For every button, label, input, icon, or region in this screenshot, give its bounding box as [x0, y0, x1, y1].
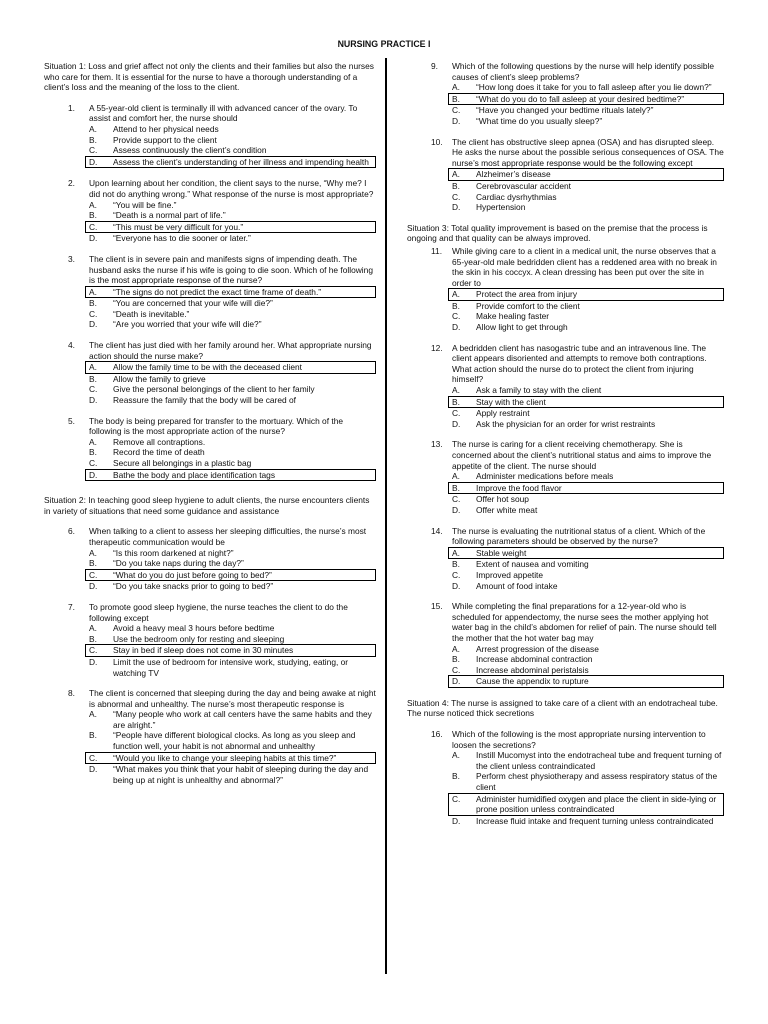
question-number: 7. — [68, 601, 75, 612]
question-number: 9. — [431, 61, 438, 71]
option-letter: D. — [89, 656, 98, 667]
option-text: Assess the client’s understanding of her illness and impending health — [113, 156, 369, 167]
option-letter: D. — [452, 418, 461, 429]
situation-1: Situation 1: Loss and grief affect not only the clients and their families but also the nurses who care for them. It is essential for the nurse to have a thorough understanding of a client’s loss and the meaning of the loss to the client. — [44, 61, 374, 93]
option-letter: B. — [89, 298, 97, 309]
question-number: 5. — [68, 415, 75, 426]
option-text: Administer medications before meals — [476, 471, 614, 482]
option-text: Administer humidified oxygen and place the client in side-lying or prone position unless contraindicated — [476, 793, 717, 815]
option-text: Provide comfort to the client — [476, 300, 580, 311]
option-letter: C. — [89, 569, 98, 580]
option-letter: C. — [89, 458, 98, 468]
question-stem: While completing the final preparations for a 12-year-old who is scheduled for appendectomy, the nurse sees the mother applying hot water bag in the child’s abdomen for relief of pain. The nurse should tell the mother that the hot water bag may — [452, 601, 717, 643]
answer-option-marked — [448, 547, 724, 560]
option-text: Record the time of death — [113, 447, 205, 458]
answer-option-marked — [85, 221, 376, 234]
option-text: “Is this room darkened at night?” — [113, 547, 234, 558]
question-stem: The client is in severe pain and manifests signs of impending death. The husband asks the nurse if his wife is going to die soon. Which of he following is the most appropriate response of the nurse? — [89, 253, 373, 286]
option-text: “Are you worried that your wife will die?” — [113, 319, 262, 330]
question-2 — [44, 178, 376, 244]
answer-option — [89, 623, 376, 634]
option-text: Use the bedroom only for resting and sleeping — [113, 633, 285, 644]
option-letter: A. — [452, 385, 460, 396]
answer-options — [452, 547, 724, 591]
situation-2: Situation 2: In teaching good sleep hygiene to adult clients, the nurse encounters clients in variety of situations that need some guidance and assistance — [44, 495, 370, 516]
option-text: “What do you do just before going to bed?” — [113, 569, 272, 580]
option-text: Improve the food flavor — [476, 482, 562, 493]
option-letter: C. — [89, 221, 98, 232]
answer-option — [452, 559, 724, 570]
option-text: “Everyone has to die sooner or later.” — [113, 233, 251, 244]
question-stem: The client has obstructive sleep apnea (OSA) and has disrupted sleep. He asks the nurse about the possible serious consequences of OSA. The nurse’s most appropriate response would be the following except — [452, 136, 724, 168]
question-number: 15. — [431, 601, 443, 612]
question-11 — [407, 246, 724, 333]
answer-options — [89, 124, 376, 168]
option-text: Increase abdominal peristalsis — [476, 664, 589, 675]
option-letter: D. — [89, 764, 98, 775]
answer-options — [452, 385, 724, 429]
question-number: 11. — [431, 245, 443, 256]
option-text: “Have you changed your bedtime rituals lately?” — [476, 105, 654, 116]
option-letter: B. — [452, 300, 460, 311]
question-12 — [407, 343, 724, 430]
option-text: Give the personal belongings of the client to her family — [113, 384, 315, 395]
answer-option-marked — [448, 482, 724, 495]
question-stem: The client is concerned that sleeping during the day and being awake at night is abnormal and unhealthy. The nurse’s most therapeutic response is — [89, 688, 376, 709]
option-letter: C. — [452, 191, 461, 202]
question-stem: Which of the following is the most appropriate nursing intervention to loosen the secretions? — [452, 729, 706, 750]
option-text: Extent of nausea and vomiting — [476, 559, 589, 570]
answer-option — [452, 181, 724, 192]
question-14 — [407, 526, 724, 592]
question-10 — [407, 137, 724, 213]
question-number: 16. — [431, 729, 443, 740]
option-letter: C. — [89, 145, 98, 156]
answer-option — [452, 202, 724, 213]
option-text: Ask the physician for an order for wrist restraints — [476, 418, 656, 429]
option-text: “What makes you think that your habit of sleeping during the day and being up at night is unhealthy and abnormal?” — [113, 764, 369, 785]
option-text: Allow light to get through — [476, 322, 568, 333]
option-letter: A. — [452, 82, 460, 93]
answer-option — [452, 644, 724, 655]
answer-option — [452, 570, 724, 581]
answer-option — [89, 233, 376, 244]
option-text: Alzheimer’s disease — [476, 169, 551, 180]
option-text: Secure all belongings in a plastic bag — [113, 458, 252, 468]
answer-options — [452, 471, 724, 515]
option-text: Assess continuously the client’s condition — [113, 145, 267, 156]
answer-option — [89, 298, 376, 309]
option-letter: A. — [89, 362, 97, 373]
answer-options — [89, 623, 376, 678]
question-7 — [44, 602, 376, 678]
option-text: Arrest progression of the disease — [476, 643, 599, 654]
question-1 — [44, 103, 376, 169]
answer-options — [89, 709, 376, 785]
answer-option — [452, 301, 724, 312]
option-letter: A. — [452, 547, 460, 558]
answer-options — [89, 548, 376, 592]
option-letter: D. — [452, 202, 461, 213]
option-letter: B. — [89, 633, 97, 644]
question-stem: Which of the following questions by the nurse will help identify possible causes of client’s sleep problems? — [452, 61, 715, 82]
question-number: 2. — [68, 178, 75, 189]
answer-option — [452, 311, 724, 322]
option-letter: D. — [89, 319, 98, 330]
answer-option — [89, 581, 376, 592]
answer-options — [452, 750, 724, 826]
question-number: 13. — [431, 439, 443, 450]
option-letter: B. — [452, 396, 460, 407]
answer-option — [452, 385, 724, 396]
option-letter: A. — [89, 547, 97, 558]
option-letter: C. — [452, 311, 461, 322]
option-letter: D. — [452, 322, 461, 333]
option-text: “People have different biological clocks. As long as you sleep and function well, your habit is not abnormal and unhealthy — [113, 730, 356, 752]
option-letter: C. — [452, 664, 461, 675]
option-text: Ask a family to stay with the client — [476, 385, 602, 396]
answer-option — [452, 665, 724, 676]
question-15 — [407, 601, 724, 688]
situation-3: Situation 3: Total quality improvement is based on the premise that the process is ongoing and that quality can be always improved. — [407, 222, 708, 244]
answer-option-marked — [448, 168, 724, 181]
option-text: “Do you take snacks prior to going to bed?” — [113, 581, 274, 592]
question-16 — [407, 729, 724, 826]
answer-options — [89, 361, 376, 405]
option-text: Allow the family to grieve — [113, 373, 206, 384]
option-text: Make healing faster — [476, 311, 550, 322]
option-letter: C. — [452, 793, 461, 804]
option-letter: C. — [89, 752, 98, 763]
answer-option — [452, 105, 724, 116]
question-number: 6. — [68, 526, 75, 537]
option-letter: A. — [89, 436, 97, 447]
question-3 — [44, 254, 376, 330]
answer-option — [452, 494, 724, 505]
answer-option-marked — [448, 793, 724, 816]
option-text: Allow the family time to be with the deceased client — [113, 362, 302, 373]
question-4 — [44, 340, 376, 406]
option-letter: A. — [89, 123, 97, 134]
option-letter: B. — [452, 654, 460, 665]
option-text: Instill Mucomyst into the endotracheal tube and frequent turning of the client unless contraindicated — [476, 750, 722, 771]
option-text: Attend to her physical needs — [113, 123, 219, 134]
question-stem: While giving care to a client in a medical unit, the nurse observes that a 65-year-old male bedridden client has a reddened area with no break in the skin in his coccyx. A clean dressing has been put over the site in order to — [452, 245, 717, 288]
option-text: Cerebrovascular accident — [476, 180, 571, 191]
answer-option — [452, 750, 724, 771]
option-letter: D. — [452, 815, 461, 826]
option-letter: B. — [452, 180, 460, 191]
option-letter: D. — [89, 233, 98, 244]
answer-option-marked — [85, 752, 376, 765]
option-letter: C. — [452, 105, 461, 116]
option-text: “Would you like to change your sleeping habits at this time?” — [113, 752, 337, 763]
option-text: “This must be very difficult for you.” — [113, 221, 244, 232]
question-8 — [44, 688, 376, 785]
question-stem: The body is being prepared for transfer to the mortuary. Which of the following is the most appropriate action of the nurse? — [89, 415, 344, 437]
option-letter: A. — [89, 709, 97, 720]
option-text: Stay in bed if sleep does not come in 30 minutes — [113, 645, 294, 656]
answer-option — [452, 192, 724, 203]
answer-option — [89, 764, 376, 785]
answer-option — [89, 558, 376, 569]
answer-option — [89, 548, 376, 559]
option-letter: D. — [452, 676, 461, 687]
option-text: “How long does it take for you to fall asleep after you lie down?” — [476, 82, 712, 93]
option-text: “Do you take naps during the day?” — [113, 558, 244, 569]
answer-options — [452, 82, 724, 126]
answer-option — [89, 309, 376, 320]
answer-option-marked — [85, 156, 376, 169]
answer-option — [452, 408, 724, 419]
option-text: Provide support to the client — [113, 134, 217, 145]
right-column — [407, 61, 724, 826]
option-letter: D. — [89, 581, 98, 592]
left-column — [44, 61, 376, 785]
option-text: “What do you do to fall asleep at your desired bedtime?” — [476, 93, 685, 104]
option-letter: A. — [452, 169, 460, 180]
question-number: 3. — [68, 253, 75, 264]
answer-options — [452, 288, 724, 332]
question-stem: A bedridden client has nasogastric tube and an intravenous line. The client appears disoriented and attempts to remove both contraptions. What action should the nurse do to protect the client from injuring himself? — [452, 342, 707, 385]
question-number: 10. — [431, 136, 443, 147]
question-13 — [407, 439, 724, 515]
answer-option-marked — [85, 569, 376, 582]
option-text: Increase fluid intake and frequent turning unless contraindicated — [476, 815, 714, 826]
option-letter: B. — [452, 482, 460, 493]
option-text: “Death is inevitable.” — [113, 308, 190, 319]
option-letter: B. — [89, 447, 97, 458]
question-number: 4. — [68, 340, 75, 351]
answer-options — [89, 286, 376, 330]
answer-option — [89, 200, 376, 211]
answer-option — [89, 657, 376, 678]
option-text: Apply restraint — [476, 408, 530, 419]
answer-option — [452, 771, 724, 792]
column-divider — [385, 58, 387, 974]
question-number: 14. — [431, 525, 443, 536]
answer-options — [452, 644, 724, 688]
option-text: “Many people who work at call centers have the same habits and they are alright.” — [113, 709, 372, 730]
answer-option-marked — [448, 675, 724, 688]
option-text: “The signs do not predict the exact time frame of death.” — [113, 286, 322, 297]
option-text: Hypertension — [476, 202, 526, 213]
answer-option — [452, 322, 724, 333]
question-6 — [44, 526, 376, 592]
option-letter: B. — [89, 730, 97, 741]
answer-option — [89, 145, 376, 156]
answer-option-marked — [85, 286, 376, 299]
answer-option-marked — [85, 644, 376, 657]
option-letter: A. — [89, 199, 97, 210]
option-text: Offer hot soup — [476, 494, 529, 505]
option-text: Bathe the body and place identification tags — [113, 469, 276, 480]
option-text: Remove all contraptions. — [113, 436, 206, 447]
option-letter: B. — [452, 559, 460, 570]
answer-option — [89, 447, 376, 458]
answer-option — [452, 82, 724, 93]
option-text: “You are concerned that your wife will die?” — [113, 298, 273, 309]
option-letter: B. — [89, 558, 97, 569]
option-letter: C. — [89, 645, 98, 656]
option-text: “Death is a normal part of life.” — [113, 210, 226, 221]
answer-option — [89, 437, 376, 448]
option-letter: C. — [452, 494, 461, 505]
question-stem: When talking to a client to assess her sleeping difficulties, the nurse’s most therapeutic communication would be — [89, 526, 367, 547]
answer-option — [89, 124, 376, 135]
answer-option — [89, 730, 376, 751]
question-number: 8. — [68, 688, 75, 699]
answer-option — [89, 384, 376, 395]
option-letter: D. — [452, 115, 461, 126]
answer-option — [89, 634, 376, 645]
question-number: 1. — [68, 102, 75, 113]
answer-option — [89, 374, 376, 385]
answer-option — [89, 709, 376, 730]
option-letter: A. — [452, 750, 460, 761]
option-text: Limit the use of bedroom for intensive work, studying, eating, or watching TV — [113, 656, 349, 678]
option-letter: B. — [452, 771, 460, 782]
question-9 — [407, 61, 724, 127]
option-text: Offer white meat — [476, 504, 538, 515]
option-letter: B. — [452, 93, 460, 104]
option-text: “You will be fine.” — [113, 199, 177, 210]
option-letter: A. — [89, 623, 97, 634]
option-text: Cause the appendix to rupture — [476, 676, 589, 687]
option-letter: B. — [89, 210, 97, 221]
question-5 — [44, 416, 376, 482]
option-letter: A. — [89, 286, 97, 297]
answer-option — [452, 654, 724, 665]
answer-option — [452, 816, 724, 827]
option-text: Amount of food intake — [476, 580, 558, 591]
option-letter: D. — [89, 156, 98, 167]
option-text: Stay with the client — [476, 396, 546, 407]
answer-option — [452, 419, 724, 430]
answer-option — [452, 581, 724, 592]
answer-options — [89, 437, 376, 481]
answer-option-marked — [448, 396, 724, 409]
option-text: Reassure the family that the body will be cared of — [113, 395, 296, 406]
option-text: “What time do you usually sleep?” — [476, 115, 603, 126]
option-letter: D. — [452, 580, 461, 591]
answer-option — [89, 458, 376, 469]
option-text: Cardiac dysrhythmias — [476, 191, 557, 202]
option-text: Protect the area from injury — [476, 289, 578, 300]
option-text: Avoid a heavy meal 3 hours before bedtime — [113, 623, 275, 634]
option-letter: C. — [89, 384, 98, 395]
question-stem: The client has just died with her family around her. What appropriate nursing action should the nurse make? — [89, 340, 372, 361]
option-text: Perform chest physiotherapy and assess respiratory status of the client — [476, 771, 718, 793]
option-letter: A. — [452, 289, 460, 300]
option-text: Increase abdominal contraction — [476, 654, 593, 665]
option-letter: D. — [452, 504, 461, 515]
option-text: Improved appetite — [476, 569, 544, 580]
question-stem: Upon learning about her condition, the client says to the nurse, “Why me? I did not do anything wrong.” What response of the nurse is most appropriate? — [89, 178, 374, 199]
option-letter: A. — [452, 643, 460, 654]
answer-option — [89, 319, 376, 330]
option-letter: D. — [89, 395, 98, 406]
option-letter: B. — [89, 373, 97, 384]
answer-option — [89, 395, 376, 406]
question-stem: The nurse is evaluating the nutritional status of a client. Which of the following parameters should be observed by the nurse? — [452, 525, 706, 547]
answer-options — [452, 168, 724, 212]
option-letter: D. — [89, 469, 98, 480]
answer-option — [452, 505, 724, 516]
question-stem: A 55-year-old client is terminally ill with advanced cancer of the ovary. To assist and comfort her, the nurse should — [89, 102, 358, 124]
option-letter: B. — [89, 134, 97, 145]
answer-option — [89, 210, 376, 221]
answer-option-marked — [448, 93, 724, 106]
answer-option — [89, 135, 376, 146]
option-letter: C. — [89, 308, 98, 319]
page-title: NURSING PRACTICE I — [337, 39, 431, 49]
option-letter: C. — [452, 408, 461, 419]
option-text: Stable weight — [476, 547, 527, 558]
question-stem: The nurse is caring for a client receiving chemotherapy. She is concerned about the client’s nutritional status and aims to improve the appetite of the client. The nurse should — [452, 439, 712, 471]
answer-option — [452, 471, 724, 482]
situation-4: Situation 4: The nurse is assigned to take care of a client with an endotracheal tube. The nurse noticed thick secretions — [407, 697, 718, 719]
answer-options — [89, 200, 376, 244]
question-stem: To promote good sleep hygiene, the nurse teaches the client to do the following except — [89, 601, 348, 623]
answer-option — [452, 116, 724, 127]
answer-option-marked — [85, 361, 376, 374]
option-letter: A. — [452, 471, 460, 482]
question-number: 12. — [431, 342, 443, 353]
answer-option-marked — [85, 469, 376, 482]
option-letter: C. — [452, 569, 461, 580]
answer-option-marked — [448, 288, 724, 301]
